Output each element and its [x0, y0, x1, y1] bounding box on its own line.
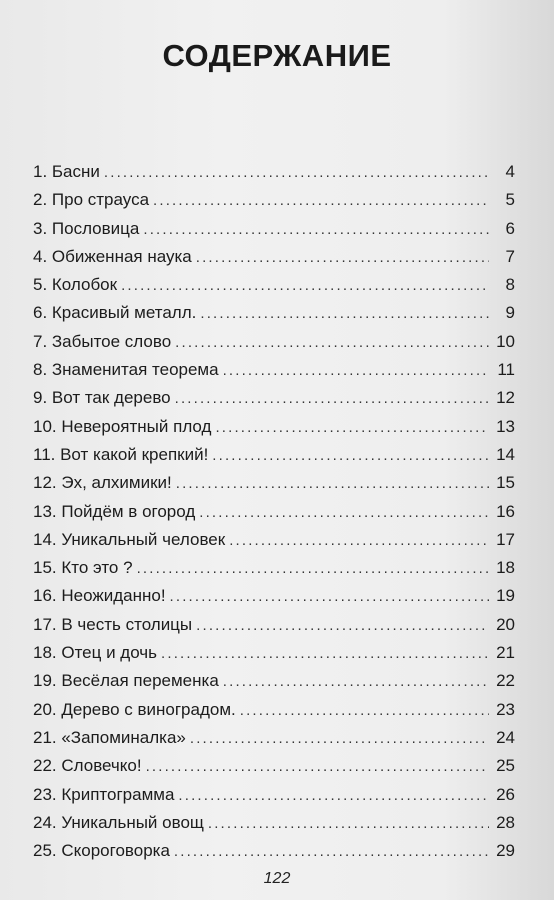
toc-entry-page: 12 — [496, 388, 515, 408]
dot-leader — [170, 583, 489, 611]
toc-entry — [33, 724, 515, 752]
toc-entry — [33, 384, 515, 412]
toc-entry-title: 1. Басни — [33, 162, 100, 181]
toc-entry-title: 4. Обиженная наука — [33, 246, 192, 266]
toc-entry — [33, 611, 515, 639]
dot-leader — [208, 810, 489, 838]
toc-entry-title: 3. Пословица — [33, 218, 140, 238]
dot-leader — [143, 216, 489, 244]
toc-entry-page: 28 — [496, 812, 515, 832]
toc-entry — [33, 469, 515, 497]
toc-entry — [33, 413, 515, 441]
toc-entry-page: 16 — [496, 501, 515, 521]
toc-entry — [33, 498, 515, 526]
toc-entry-title: 10. Невероятный плод — [33, 416, 212, 436]
toc-entry-title: 25. Скороговорка — [33, 841, 170, 861]
toc-entry-page: 24 — [496, 727, 515, 747]
toc-entry — [33, 696, 515, 724]
toc-entry-title: 22. Словечко! — [33, 756, 142, 776]
dot-leader — [121, 272, 489, 300]
toc-entry-title: 14. Уникальный человек — [33, 529, 226, 549]
toc-entry-title: 15. Кто это ? — [33, 558, 133, 578]
toc-entry-page: 6 — [505, 218, 515, 238]
toc-entry-title: 16. Неожиданно! — [33, 586, 166, 606]
toc-entry — [33, 299, 515, 327]
dot-leader — [212, 442, 489, 470]
toc-entry-title: 8. Знаменитая теорема — [33, 360, 219, 380]
toc-entry-title: 9. Вот так дерево — [33, 388, 171, 408]
toc-entry-title: 21. «Запоминалка» — [33, 727, 186, 747]
dot-leader — [146, 753, 489, 781]
dot-leader — [174, 838, 489, 866]
toc-entry-page: 14 — [496, 444, 515, 464]
toc-entry-title: 17. В честь столицы — [33, 614, 193, 634]
dot-leader — [200, 300, 489, 328]
toc-entry — [33, 809, 515, 837]
toc-entry-page: 22 — [496, 671, 515, 691]
toc-entry-page: 11 — [497, 360, 515, 380]
toc-entry — [33, 328, 515, 356]
toc-entry-title: 11. Вот какой крепкий! — [33, 444, 209, 464]
dot-leader — [223, 668, 489, 696]
toc-entry-page: 18 — [496, 558, 515, 578]
toc-entry — [33, 215, 515, 243]
toc-entry-page: 7 — [505, 246, 515, 266]
toc-entry-page: 17 — [496, 529, 515, 549]
dot-leader — [175, 385, 489, 413]
dot-leader — [175, 329, 489, 357]
toc-entry-title: 2. Про страуса — [33, 190, 150, 210]
toc-entry-page: 26 — [496, 784, 515, 804]
dot-leader — [196, 612, 489, 640]
toc-entry — [33, 441, 515, 469]
toc-entry-title: 19. Весёлая переменка — [33, 671, 219, 691]
toc-entry-title: 20. Дерево с виноградом. — [33, 699, 236, 719]
dot-leader — [190, 725, 489, 753]
dot-leader — [223, 357, 489, 385]
toc-entry — [33, 526, 515, 554]
toc-entry-page: 23 — [496, 699, 515, 719]
toc-entry-title: 5. Колобок — [33, 275, 118, 295]
toc-entry-title: 23. Криптограмма — [33, 784, 175, 804]
dot-leader — [229, 527, 489, 555]
toc-entry-title: 13. Пойдём в огород — [33, 501, 196, 521]
toc-entry — [33, 752, 515, 780]
toc-entry-page: 10 — [496, 331, 515, 351]
dot-leader — [199, 499, 489, 527]
toc-entry-page: 4 — [505, 162, 515, 181]
toc-entry-title: 12. Эх, алхимики! — [33, 473, 172, 493]
toc-entry — [33, 837, 515, 865]
toc-entry — [33, 158, 515, 186]
toc-entry-title: 18. Отец и дочь — [33, 643, 158, 663]
toc-entry-title: 7. Забытое слово — [33, 331, 172, 351]
toc-entry — [33, 639, 515, 667]
page-number: 122 — [263, 870, 291, 887]
toc-entry-page: 15 — [496, 473, 515, 493]
dot-leader — [104, 159, 489, 187]
dot-leader — [196, 244, 489, 272]
toc-entry — [33, 271, 515, 299]
dot-leader — [161, 640, 489, 668]
dot-leader — [178, 782, 489, 810]
toc-entry — [33, 667, 515, 695]
toc-entry — [33, 356, 515, 384]
table-of-contents — [33, 158, 515, 865]
toc-entry-page: 13 — [496, 416, 515, 436]
toc-entry — [33, 243, 515, 271]
toc-entry-page: 25 — [496, 756, 515, 776]
toc-entry-page: 9 — [505, 303, 515, 323]
dot-leader — [215, 414, 489, 442]
dot-leader — [153, 187, 489, 215]
toc-entry-page: 8 — [505, 275, 515, 295]
toc-entry — [33, 186, 515, 214]
toc-entry — [33, 582, 515, 610]
toc-entry-page: 21 — [496, 643, 515, 663]
toc-entry — [33, 554, 515, 582]
dot-leader — [176, 470, 489, 498]
dot-leader — [137, 555, 489, 583]
toc-entry-title: 24. Уникальный овощ — [33, 812, 204, 832]
toc-entry-page: 29 — [496, 841, 515, 861]
toc-entry-page: 19 — [496, 586, 515, 606]
toc-entry — [33, 781, 515, 809]
toc-entry-page: 20 — [496, 614, 515, 634]
toc-entry-title: 6. Красивый металл. — [33, 303, 197, 323]
page-title: СОДЕРЖАНИЕ — [162, 38, 392, 73]
toc-entry-page: 5 — [505, 190, 515, 210]
dot-leader — [240, 697, 489, 725]
